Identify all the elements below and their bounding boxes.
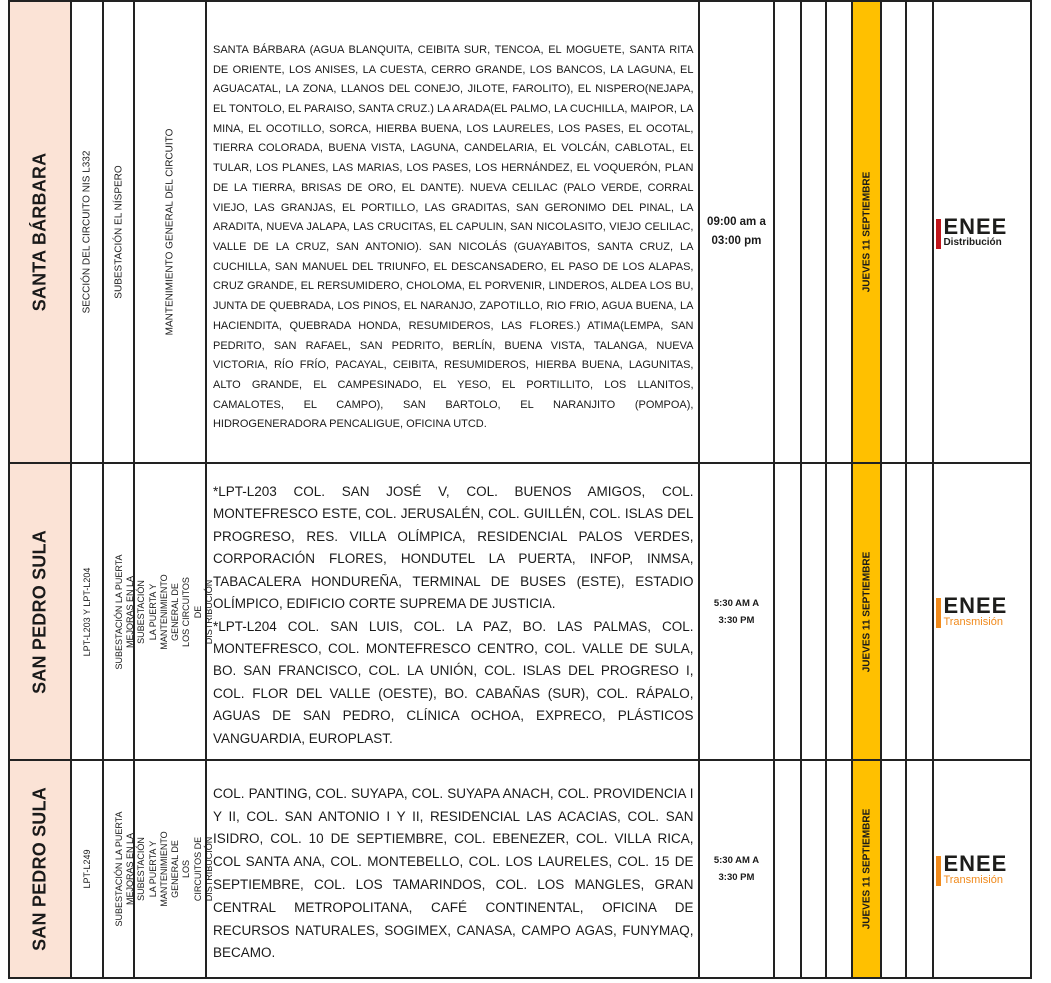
time-start: 5:30 AM A xyxy=(713,597,760,609)
enee-transmision-logo xyxy=(933,760,1031,978)
time-cell xyxy=(699,1,775,463)
empty-cell xyxy=(801,463,826,760)
affected-areas-text: *LPT-L203 COL. SAN JOSÉ V, COL. BUENOS AMIGOS, COL. MONTEFRESCO ESTE, COL. JERUSALÉN, COL. GUILLÉN, COL. ISLAS DEL PROGRESO, RES. VILLA OLÍMPICA, RESIDENCIAL PALOS VERDES, CORPORACIÓN FLORES, HONDUTEL LA PUERTA, INFOP, INMSA, TABACALERA HONDUREÑA, TERMINAL DE BUSES (ESTE), ESTADIO OLÍMPICO, EDIFICIO CORTE SUPREMA DE JUSTICIA. xyxy=(212,484,694,612)
city-cell xyxy=(9,760,71,978)
work-line: MANTENIMIENTO GENERAL DE LOS xyxy=(158,831,192,907)
affected-areas-text: COL. PANTING, COL. SUYAPA, COL. SUYAPA ANACH, COL. PROVIDENCIA I Y II, COL. SAN ANTONIO I Y II, RESIDENCIAL LAS ACACIAS, COL. SAN ISIDRO, COL. 10 DE SEPTIEMBRE, COL. EBENEZER, COL. VILLA RICA, COL SANTA ANA, COL. MONTEBELLO, COL. LOS LAURELES, COL. 15 DE SEPTIEMBRE, COL. LOS TAMARINDOS, COL. LOS MANGLES, GRAN CENTRAL METROPOLITANA, CAFÉ CONTINENTAL, OFICINA DE RECURSOS NATURALES, SOGIMEX, CANASA, CAMPO AGAS, FUNYMAQ, BECAMO. xyxy=(212,785,694,961)
substation-cell xyxy=(103,1,134,463)
time-end: 3:30 PM xyxy=(718,614,755,626)
enee-mark-icon xyxy=(936,856,941,886)
time-start: 09:00 am a xyxy=(707,216,766,228)
empty-cell xyxy=(826,1,853,463)
city-name: SAN PEDRO SULA xyxy=(29,787,50,951)
logo-subtitle: Transmisión xyxy=(943,616,1003,628)
circuit-cell xyxy=(71,463,104,760)
work-cell xyxy=(125,760,214,978)
empty-cell xyxy=(881,463,906,760)
enee-distribucion-logo xyxy=(933,1,1031,463)
circuit-name: LPT-L203 Y LPT-L204 xyxy=(81,567,92,656)
date-cell xyxy=(852,1,881,463)
logo-title: ENEE xyxy=(943,850,1008,876)
maintenance-schedule-table xyxy=(8,0,1032,979)
affected-areas-cell xyxy=(206,1,699,463)
work-line: MEJORAS EN LA SUBESTACIÓN LA PUERTA Y xyxy=(125,832,158,906)
work-line: CIRCUITOS DE DISTRIBUCIÓN xyxy=(192,836,214,902)
empty-cell xyxy=(881,760,906,978)
work-line: DISTRIBUCIÓN xyxy=(203,579,214,644)
table-row xyxy=(9,1,1031,463)
substation-name: SUBESTACIÓN LA PUERTA xyxy=(113,811,124,927)
work-description xyxy=(125,831,215,906)
date-label: JUEVES 11 SEPTIEMBRE xyxy=(861,171,873,293)
logo-title: ENEE xyxy=(943,213,1008,239)
affected-areas-cell xyxy=(206,760,699,978)
substation-name: SUBESTACIÓN EL NÍSPERO xyxy=(113,165,125,299)
circuit-name: SECCIÓN DEL CIRCUITO NIS L332 xyxy=(81,150,93,314)
time-end: 03:00 pm xyxy=(711,235,762,247)
affected-areas-text: SANTA BÁRBARA (AGUA BLANQUITA, CEIBITA SUR, TENCOA, EL MOGUETE, SANTA RITA DE ORIENTE, LOS ANISES, LA CUESTA, CERRO GRANDE, LOS BANCOS, LA LAGUNA, EL AGUACATAL, LA ZONA, LLANOS DEL CONEJO, JILOTE, FAROLITO), EL NISPERO(NEJAPA, EL TONTOLO, EL PARAISO, SANTA CRUZ.) LA ARADA(EL PALMO, LA CUCHILLA, MAIPOR, LA MINA, EL OCOTILLO, SORCA, HIERBA BUENA, LOS LAURELES, LOS PASES, EL OCOTAL, TIERRA COLORADA, BUENA VISTA, LAGUNA, CANDELARIA, EL VOLCÁN, CABLOTAL, EL TULAR, LOS PLANES, LAS MARIAS, LOS PASES, LOS HERNÁNDEZ, EL VOQUERÓN, PLAN DE LA TIERRA, BRISAS DE ORO, EL DANTE). NUEVA CELILAC (PALO VERDE, CORRAL VIEJO, LAS GRANJAS, EL PORTILLO, LAS GRADITAS, SAN GERONIMO DEL PINAL, LA ARADITA, NUEVA JALAPA, LAS CRUCITAS, EL CAPULIN, SAN NICOLASITO, VIEJO CELILAC, VALLE DE LA CRUZ, SAN ANTONIO). SAN NICOLÁS (GUAYABITOS, SANTA CRUZ, LA CUCHILLA, SAN MANUEL DEL TRIUNFO, EL DESCANSADERO, EL PASO DE LOS ALAPAS, CRUZ GRANDE, EL RERSUMIDERO, CHOLOMA, EL PORVENIR, LINDEROS, ALDEA LOS BU, JUNTA DE QUEBRADA, LOS PINOS, EL NARANJO, ZAPOTILLO, RIO FRIO, AGUA BUENA, LA HACIENDITA, QUEBRADA HONDA, RESUMIDEROS, LAS FLORES.) ATIMA(LEMPA, SAN PEDRITO, SAN RAFAEL, SAN PEDRITO, BERLÍN, BUENA VISTA, TALANGA, NUEVA VICTORIA, RÍO FRÍO, PACAYAL, CEIBITA, RESUMIDEROS, HIERBA BUENA, LAGUNITAS, ALTO GRANDE, EL CAMPESINADO, EL YESO, EL PORTILLITO, LOS LLANITOS, CAMALOTES, EL CAMPO), SAN BARTOLO, EL NARANJITO (POMPOA), HIDROGENERADORA PENCALIGUE, OFICINA UTCD. xyxy=(212,43,694,431)
city-name: SAN PEDRO SULA xyxy=(29,529,50,694)
work-cell xyxy=(134,1,206,463)
affected-areas-text: *LPT-L204 COL. SAN LUIS, COL. LA PAZ, BO. LAS PALMAS, COL. MONTEFRESCO, COL. MONTEFRESCO CENTRO, COL. VALLE DE SULA, BO. SAN FRANCISCO, COL. LA UNIÓN, COL. ISLAS DEL PROGRESO I, COL. FLOR DEL VALLE (OESTE), BO. CABAÑAS (SUR), COL. RÁPALO, AGUAS DE SAN PEDRO, CLÍNICA OCHOA, EXPRECO, PLÁSTICOS VANGUARDIA, EUROPLAST. xyxy=(212,618,694,746)
work-line: MANTENIMIENTO GENERAL DE LOS CIRCUITOS DE xyxy=(158,573,203,650)
empty-cell xyxy=(906,760,934,978)
empty-cell xyxy=(881,1,906,463)
logo-subtitle: Transmisión xyxy=(943,873,1003,886)
time-cell xyxy=(699,463,775,760)
logo-title: ENEE xyxy=(943,593,1008,618)
logo-subtitle: Distribución xyxy=(943,236,1002,248)
time-end: 3:30 PM xyxy=(718,872,755,883)
date-cell xyxy=(852,760,881,978)
work-description: MANTENIMIENTO GENERAL DEL CIRCUITO xyxy=(164,128,176,336)
date-label: JUEVES 11 SEPTIEMBRE xyxy=(861,808,873,930)
work-description xyxy=(125,574,215,649)
empty-cell xyxy=(826,463,853,760)
empty-cell xyxy=(801,1,826,463)
table-row xyxy=(9,463,1031,760)
empty-cell xyxy=(906,463,934,760)
city-cell xyxy=(9,463,71,760)
work-cell xyxy=(125,463,214,760)
date-cell xyxy=(852,463,881,760)
time-cell xyxy=(699,760,775,978)
enee-mark-icon xyxy=(936,598,941,628)
empty-cell xyxy=(774,760,801,978)
enee-mark-icon xyxy=(936,219,941,249)
empty-cell xyxy=(826,760,853,978)
work-line: MEJORAS EN LA SUBESTACIÓN LA PUERTA Y xyxy=(125,575,158,648)
empty-cell xyxy=(801,760,826,978)
table-row xyxy=(9,760,1031,978)
circuit-cell xyxy=(71,1,104,463)
affected-areas-cell xyxy=(203,463,699,760)
empty-cell xyxy=(906,1,934,463)
city-cell xyxy=(9,1,71,463)
empty-cell xyxy=(774,463,801,760)
time-start: 5:30 AM A xyxy=(713,855,760,866)
city-name: SANTA BÁRBARA xyxy=(29,152,50,312)
date-label: JUEVES 11 SEPTIEMBRE xyxy=(861,551,873,672)
circuit-cell xyxy=(71,760,104,978)
empty-cell xyxy=(774,1,801,463)
substation-name: SUBESTACIÓN LA PUERTA xyxy=(113,553,124,670)
circuit-name: LPT-L249 xyxy=(81,849,92,889)
enee-transmision-logo xyxy=(933,463,1031,760)
